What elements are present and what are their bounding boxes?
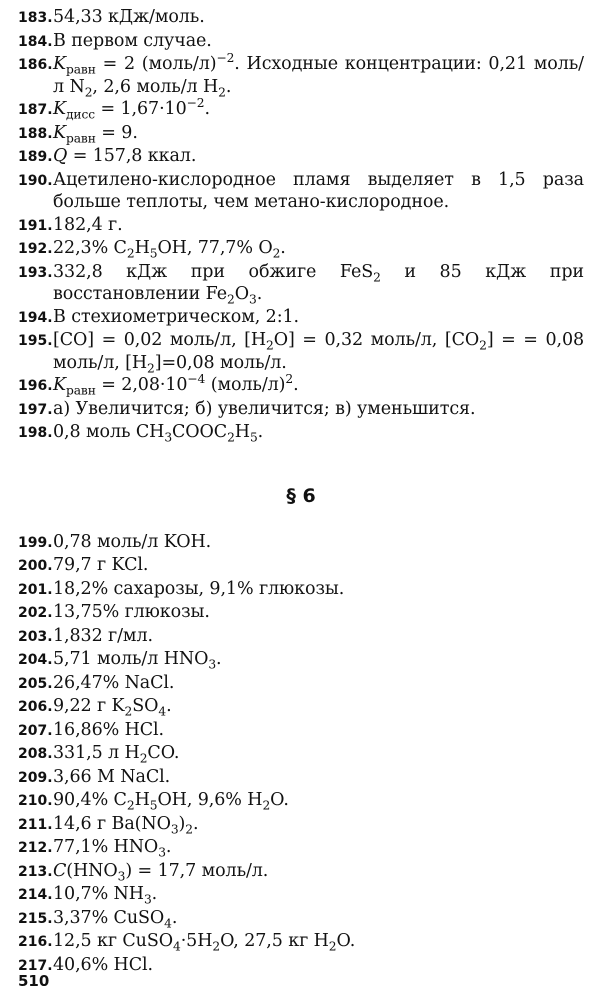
- answer-entry: [18, 306, 584, 330]
- answer-text: 5,71 моль/л $HNO_3$.: [53, 649, 222, 672]
- answer-entry: [18, 237, 584, 261]
- answer-text: 13,75% глюкозы.: [53, 602, 210, 622]
- answer-number: 195.: [18, 333, 53, 349]
- answer-number: 211.: [18, 816, 53, 833]
- answers-page: [18, 6, 584, 977]
- answer-text: 9,22 г $K_2SO_4$.: [53, 696, 172, 719]
- answer-number: 215.: [18, 910, 53, 927]
- answer-text: 3,66 М NaCl.: [53, 766, 171, 787]
- answer-text: 0,78 моль/л KOH.: [53, 531, 212, 552]
- answers-list-bottom: [18, 531, 584, 978]
- answer-entry: [18, 531, 584, 555]
- answer-entry: [18, 766, 584, 790]
- answer-text: $K_{равн} = 2$ (моль/л)$^{-2}$. Исходные концентрации: 0,21 моль/л $N_2$, 2,6 моль/л $H_2$.: [53, 51, 584, 99]
- answers-list-top: [18, 6, 584, 445]
- answer-number: 203.: [18, 628, 53, 645]
- answer-entry: [18, 214, 584, 238]
- answer-entry: [18, 261, 584, 306]
- answer-text: а) Увеличится; б) увеличится; в) уменьшится.: [53, 398, 476, 419]
- page-number: 510: [18, 972, 50, 990]
- answer-entry: [18, 30, 584, 54]
- answer-text: 12,5 кг $CuSO_4\cdot 5H_2O$, 27,5 кг $H_2O$.: [53, 931, 356, 954]
- answer-entry: [18, 789, 584, 813]
- answer-number: 204.: [18, 652, 53, 668]
- answer-number: 201.: [18, 581, 53, 598]
- answer-entry: [18, 648, 584, 672]
- answer-number: 199.: [18, 534, 53, 551]
- answer-number: 189.: [18, 149, 53, 165]
- answer-number: 216.: [18, 934, 53, 950]
- answer-text: $K_{равн} = 9$.: [53, 122, 138, 145]
- answer-entry: [18, 421, 584, 445]
- answer-text: $C(HNO_3) = 17,7$ моль/л.: [53, 860, 269, 883]
- answer-entry: [18, 836, 584, 860]
- answer-number: 183.: [18, 10, 53, 26]
- answer-number: 205.: [18, 675, 53, 692]
- answer-entry: [18, 883, 584, 907]
- answer-number: 198.: [18, 425, 53, 441]
- answer-text: 90,4% $C_2H_5OH$, 9,6% $H_2O$.: [53, 790, 289, 813]
- answer-text: 18,2% сахарозы, 9,1% глюкозы.: [53, 578, 345, 599]
- answer-entry: [18, 169, 584, 214]
- answer-entry: [18, 53, 584, 98]
- answer-text: 0,8 моль $CH_3COOC_2H_5$.: [53, 422, 264, 445]
- section-title: § 6: [286, 484, 316, 507]
- answer-text: 16,86% HCl.: [53, 719, 165, 740]
- answer-text: В первом случае.: [53, 30, 212, 51]
- answer-entry: [18, 578, 584, 602]
- answer-entry: [18, 122, 584, 146]
- answer-entry: [18, 398, 584, 422]
- answer-number: 191.: [18, 217, 53, 234]
- answer-entry: [18, 695, 584, 719]
- answer-text: 331,5 л $H_2CO$.: [53, 743, 180, 766]
- answer-number: 197.: [18, 401, 53, 418]
- answer-entry: [18, 860, 584, 884]
- answer-number: 214.: [18, 887, 53, 903]
- answer-entry: [18, 719, 584, 743]
- answer-number: 188.: [18, 125, 53, 142]
- answer-number: 213.: [18, 863, 53, 880]
- answer-text: 54,33 кДж/моль.: [53, 7, 205, 27]
- answer-text: 332,8 кДж при обжиге FeS$_2$ и 85 кДж при восстановлении $Fe_2O_3$.: [53, 261, 584, 307]
- answer-text: 14,6 г $Ba(NO_3)_2$.: [53, 813, 199, 836]
- answer-text: [CO] = 0,02 моль/л, $[H_2O] = 0,32$ моль/л, $[CO_2]$ = = 0,08 моль/л, $[H_2]=0,08$ моль/л.: [53, 330, 585, 375]
- answer-entry: [18, 907, 584, 931]
- answer-text: 182,4 г.: [53, 214, 123, 235]
- answer-text: 22,3% $C_2H_5OH$, 77,7% $O_2$.: [53, 238, 286, 261]
- answer-number: 210.: [18, 793, 53, 809]
- answer-text: $K_{равн} = 2,08\cdot 10^{-4}$ (моль/л)$^2$.: [53, 372, 299, 398]
- answer-number: 212.: [18, 840, 53, 856]
- answer-number: 186.: [18, 57, 53, 73]
- answer-entry: [18, 145, 584, 169]
- answer-number: 187.: [18, 102, 53, 118]
- answer-number: 196.: [18, 378, 53, 394]
- answer-number: 184.: [18, 33, 53, 50]
- answer-number: 202.: [18, 605, 53, 621]
- answer-number: 208.: [18, 746, 53, 762]
- answer-number: 193.: [18, 264, 53, 281]
- answer-text: 77,1% $HNO_3$.: [53, 837, 172, 860]
- answer-entry: [18, 554, 584, 578]
- answer-text: Ацетилено-кислородное пламя выделяет в 1,5 раза больше теплоты, чем метано-кислородное.: [53, 169, 584, 212]
- answer-entry: [18, 813, 584, 837]
- answer-entry: [18, 329, 584, 374]
- answer-number: 217.: [18, 957, 53, 974]
- answer-number: 209.: [18, 769, 53, 786]
- answer-number: 206.: [18, 699, 53, 715]
- answer-entry: [18, 954, 584, 978]
- answer-text: 26,47% NaCl.: [53, 672, 175, 693]
- answer-number: 192.: [18, 241, 53, 257]
- answer-text: 79,7 г KCl.: [53, 555, 149, 575]
- answer-entry: [18, 625, 584, 649]
- answer-entry: [18, 930, 584, 954]
- answer-entry: [18, 742, 584, 766]
- answer-entry: [18, 98, 584, 122]
- answer-text: 40,6% HCl.: [53, 954, 153, 975]
- answer-text: $K_{дисс} = 1,67\cdot 10^{-2}$.: [53, 96, 210, 122]
- answer-entry: [18, 374, 584, 398]
- answer-number: 194.: [18, 309, 53, 326]
- answer-text: 3,37% CuSO$_4$.: [53, 907, 178, 930]
- answer-text: Q = 157,8 ккал.: [53, 146, 197, 166]
- answer-entry: [18, 601, 584, 625]
- answer-entry: [18, 6, 584, 30]
- answer-text: 1,832 г/мл.: [53, 625, 153, 646]
- answer-number: 207.: [18, 722, 53, 739]
- answer-entry: [18, 672, 584, 696]
- answer-number: 200.: [18, 558, 53, 574]
- answer-text: В стехиометрическом, 2:1.: [53, 306, 300, 327]
- answer-number: 190.: [18, 172, 53, 189]
- answer-text: 10,7% $NH_3$.: [53, 884, 158, 907]
